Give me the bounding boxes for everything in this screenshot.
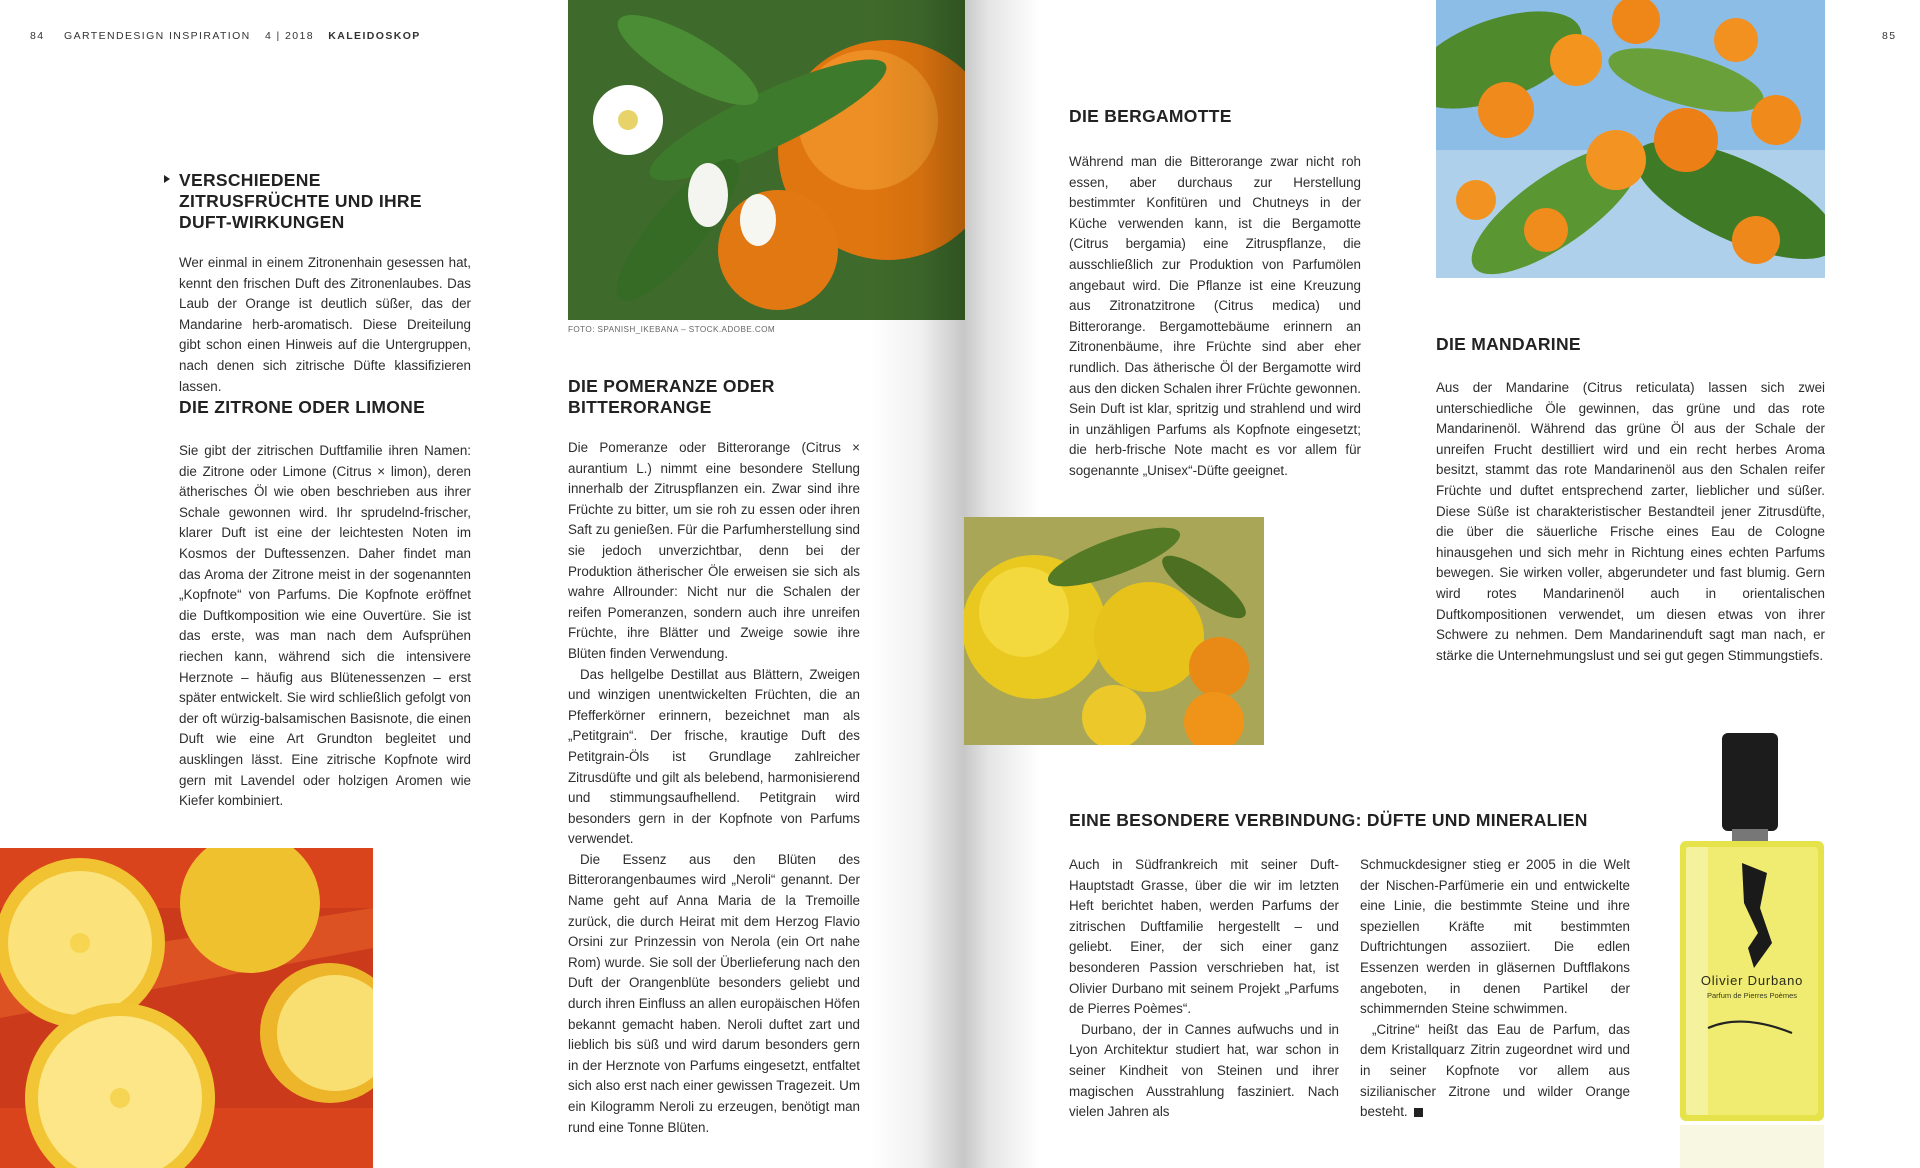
pomeranze-text <box>568 438 860 1138</box>
bergamotte-text <box>1069 152 1361 482</box>
pomeranze-heading: DIE POMERANZE ODER BITTERORANGE <box>568 376 775 417</box>
lemons-photo <box>0 848 373 1168</box>
pomeranze-section <box>568 376 860 1138</box>
verbindung-paragraph-4 <box>1360 1020 1630 1123</box>
bergamotte-heading: DIE BERGAMOTTE <box>1069 106 1232 126</box>
verbindung-column-1 <box>1069 855 1339 1123</box>
verbindung-paragraph-4-text: „Citrine“ heißt das Eau de Parfum, das dem Kristallquarz Zitrin zugeordnet wird und in seiner Kopfnote vor allem aus sizilianischer Zitrone und wilder Orange besteht. <box>1360 1021 1630 1120</box>
verbindung-paragraph-3: Schmuckdesigner stieg er 2005 in die Welt der Nischen-Parfümerie ein und entwickelte eine Linie, die bestimmte Steine und ihre speziellen Kräfte mit bestimmten Duftrichtungen assoziiert. Die edlen Essenzen werden in gläsernen Duftflakons angeboten, in denen Partikel der schimmernden Steine schwimmen. <box>1360 857 1630 1017</box>
section-name: KALEIDOSKOP <box>328 30 421 42</box>
bergamotte-section <box>1069 106 1361 482</box>
zitrone-text <box>179 441 471 812</box>
mandarine-heading: DIE MANDARINE <box>1436 334 1581 354</box>
zitrone-heading: DIE ZITRONE ODER LIMONE <box>179 397 426 417</box>
verbindung-paragraph-1: Auch in Südfrankreich mit seiner Duft-Hauptstadt Grasse, über die wir im letzten Heft berichtet haben, werden Parfums der zitrischen Duftfamilie hergestellt – und geliebt. Einer, der sich einer ganz besonderen Passion verschrieben hat, ist Olivier Durbano mit seinem Projekt „Parfums de Pierres Poèmes“. <box>1069 857 1339 1017</box>
bottle-subtitle: Parfum de Pierres Poèmes <box>1706 991 1798 1000</box>
intro-section <box>179 170 471 397</box>
orange-blossom-photo <box>568 0 965 320</box>
perfume-bottle-photo <box>1672 733 1832 1168</box>
pomeranze-paragraph-2: Das hellgelbe Destillat aus Blättern, Zweigen und winzigen unentwickelten Früchten, die an Pfefferkörner erinnern, bezeichnet man als „Petitgrain“. Der frische, krautige Duft des Petitgrain-Öls ist Grundlage zahlreicher Zitrusdüfte und gilt als belebend, harmonisierend und stimmungsaufhellend. Petitgrain wird besonders gern in der Kopfnote von Parfums verwendet. <box>568 666 860 847</box>
mandarin-tree-photo <box>1436 0 1825 278</box>
pomeranze-paragraph-1: Die Pomeranze oder Bitterorange (Citrus × aurantium L.) nimmt eine besondere Stellung innerhalb der Zitruspflanzen ein. Zwar sind ihre Früchte zu bitter, um sie roh zu essen oder ihren Saft zu genießen. Für die Parfumherstellung sind sie jedoch unverzichtbar, denn bei der Produktion ätherischer Öle erweisen sie sich als wahre Allrounder: Nicht nur die Schalen der reifen Pomeranzen, sondern auch ihre unreifen Früchte, ihre Blätter und Zweige sowie ihre Blüten finden Verwendung. <box>568 440 860 661</box>
bottle-brand: Olivier Durbano <box>1700 973 1804 988</box>
intro-text <box>179 253 471 397</box>
photo-credit: FOTO: SPANISH_IKEBANA – STOCK.ADOBE.COM <box>568 325 776 334</box>
intro-heading: VERSCHIEDENE ZITRUSFRÜCHTE UND IHRE DUFT-WIRKUNGEN <box>179 170 422 232</box>
mandarine-section <box>1436 334 1825 666</box>
pomeranze-paragraph-3: Die Essenz aus den Blüten des Bitterorangenbaumes wird „Neroli“ genannt. Der Name geht auf Anna Maria de la Tremoille zurück, die durch Heirat mit dem Herzog Flavio Orsini zur Prinzessin von Nerola (ein Ort nahe Rom) wurde. Sie soll der Überlieferung nach den Duft der Orangenblüte besonders geliebt und durch ihren Einfluss an allen europäischen Höfen bekannt gemacht haben. Neroli duftet zart und lieblich bis süß und wird darum besonders gern in der Herznote von Parfums eingesetzt, entfaltet sich also erst nach einer gewissen Tragezeit. Um ein Kilogramm Neroli zu erzeugen, benötigt man rund eine Tonne Blüten. <box>568 851 860 1135</box>
intro-paragraph: Wer einmal in einem Zitronenhain gesessen hat, kennt den frischen Duft des Zitronenlaubes. Das Laub der Orange ist deutlich süßer, das der Mandarine herb-aromatisch. Diese Dreiteilung gibt schon einen Hinweis auf die Untergruppen, nach denen sich zitrische Düfte klassifizieren lassen. <box>179 255 471 394</box>
verbindung-column-2 <box>1360 855 1630 1123</box>
page-number-right: 85 <box>1882 30 1897 42</box>
verbindung-heading: EINE BESONDERE VERBINDUNG: DÜFTE UND MINERALIEN <box>1069 810 1588 830</box>
bergamot-photo <box>964 517 1264 745</box>
page-number-left: 84 <box>30 30 45 42</box>
verbindung-paragraph-2: Durbano, der in Cannes aufwuchs und in Lyon Architektur studiert hat, war schon in seiner Kindheit von Steinen und ihrer magischen Ausstrahlung fasziniert. Nach vielen Jahren als <box>1069 1021 1339 1120</box>
magazine-name: GARTENDESIGN INSPIRATION <box>64 30 251 42</box>
zitrone-paragraph: Sie gibt der zitrischen Duftfamilie ihren Namen: die Zitrone oder Limone (Citrus × limon), deren ätherisches Öl wie oben beschrieben aus ihrer Schale gewonnen wird. Ihr sprudelnd-frischer, klarer Duft ist eine der leichtesten Noten im Kosmos der Duftessenzen. Daher findet man das Aroma der Zitrone meist in der sogenannten „Kopfnote“ von Parfums. Die Kopfnote eröffnet die Duftkomposition wie eine Ouvertüre. Sie ist das erste, was man nach dem Aufsprühen riechen kann, während sich die intensivere Herznote – häufig aus Blütenessenzen – erst später entwickelt. Sie wird schließlich gefolgt von der oft würzig-balsamischen Basisnote, die einen Duft wie eine Art Grundton begleitet und ausklingen lässt. Eine zitrische Kopfnote wird gern mit Lavendel oder holzigen Aromen wie Kiefer kombiniert. <box>179 443 471 809</box>
mandarine-text <box>1436 378 1825 666</box>
bullet-triangle-icon <box>164 175 170 183</box>
issue-number: 4 | 2018 <box>264 30 314 42</box>
mandarine-paragraph: Aus der Mandarine (Citrus reticulata) lassen sich zwei unterschiedliche Öle gewinnen, das grüne und das rote Mandarinenöl. Während das grüne Öl aus der Schale der unreifen Frucht destilliert wird und ein recht herbes Aroma besitzt, stammt das rote Mandarinenöl aus den Schalen reifer Früchte und duftet entsprechend zarter, lieblicher und süßer. Diese Süße ist charakteristischer Bestandteil jener Zitrusdüfte, die über die säuerliche Frische eines Eau de Cologne hinausgehen und sich mehr in Richtung eines echten Parfums bewegen. Sie wirken voller, abgerundeter und fast blumig. Gern wird rotes Mandarinenöl auch in orientalischen Duftkompositionen verwendet, um diesen etwas von ihrer Schwere zu nehmen. Dem Mandarinenduft sagt man nach, er stärke die Unternehmungslust und sei gut gegen Stimmungstiefs. <box>1436 380 1825 663</box>
end-mark-icon <box>1414 1108 1423 1117</box>
zitrone-section <box>179 397 471 812</box>
running-header <box>64 30 421 42</box>
bergamotte-paragraph: Während man die Bitterorange zwar nicht roh essen, aber durchaus zur Herstellung bestimmter Konfitüren und Chutneys in der Küche verwenden kann, ist die Bergamotte (Citrus bergamia) eine Zitruspflanze, die ausschließlich zur Produktion von Parfumölen angebaut wird. Die Pflanze ist eine Kreuzung aus Zitronatzitrone (Citrus medica) und Bitterorange. Bergamottebäume erinnern an Zitronenbäume, ihre Früchte sind aber eher rundlich. Das ätherische Öl der Bergamotte wird aus den dicken Schalen ihrer Früchte gewonnen. Sein Duft ist klar, spritzig und strahlend und wird in unzähligen Parfums als Kopfnote eingesetzt; die herb-frische Note macht es vor allem für sogenannte „Unisex“-Düfte geeignet. <box>1069 154 1361 478</box>
